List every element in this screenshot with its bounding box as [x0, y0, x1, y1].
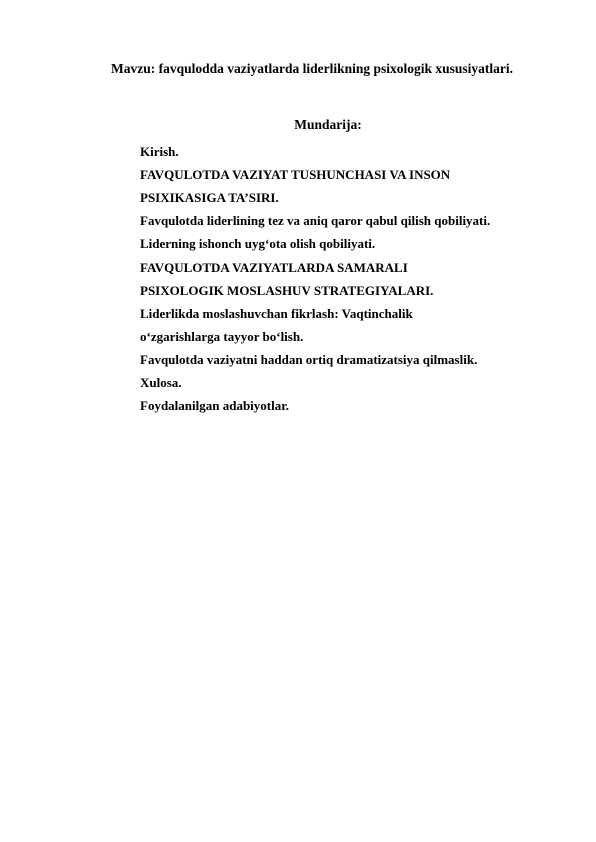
- toc-entry-text: o‘zgarishlarga tayyor bo‘lish.: [140, 329, 304, 344]
- toc-entry-text: Kirish.: [140, 144, 179, 159]
- document-title: Mavzu: favqulodda vaziyatlarda liderlikning psixologik xususiyatlari.: [110, 61, 514, 76]
- toc-entry-text: PSIXIKASIGA TA’SIRI.: [140, 190, 279, 205]
- toc-heading: Mundarija:: [294, 117, 362, 132]
- toc-entry-text: Liderning ishonch uyg‘ota olish qobiliyati.: [140, 236, 376, 251]
- toc-entry-text: Favqulotda liderlining tez va aniq qaror qabul qilish qobiliyati.: [140, 213, 491, 228]
- toc-entry-text: Xulosa.: [140, 375, 182, 390]
- toc-entry-text: Liderlikda moslashuvchan fikrlash: Vaqtinchalik: [140, 306, 413, 321]
- toc-entry-text: FAVQULOTDA VAZIYAT TUSHUNCHASI VA INSON: [140, 167, 451, 182]
- toc-entry-text: Favqulotda vaziyatni haddan ortiq dramatizatsiya qilmaslik.: [140, 352, 478, 367]
- toc-entry-text: FAVQULOTDA VAZIYATLARDA SAMARALI: [140, 260, 408, 275]
- toc-entry-text: Foydalanilgan adabiyotlar.: [140, 398, 290, 413]
- toc-entry-text: PSIXOLOGIK MOSLASHUV STRATEGIYALARI.: [140, 283, 434, 298]
